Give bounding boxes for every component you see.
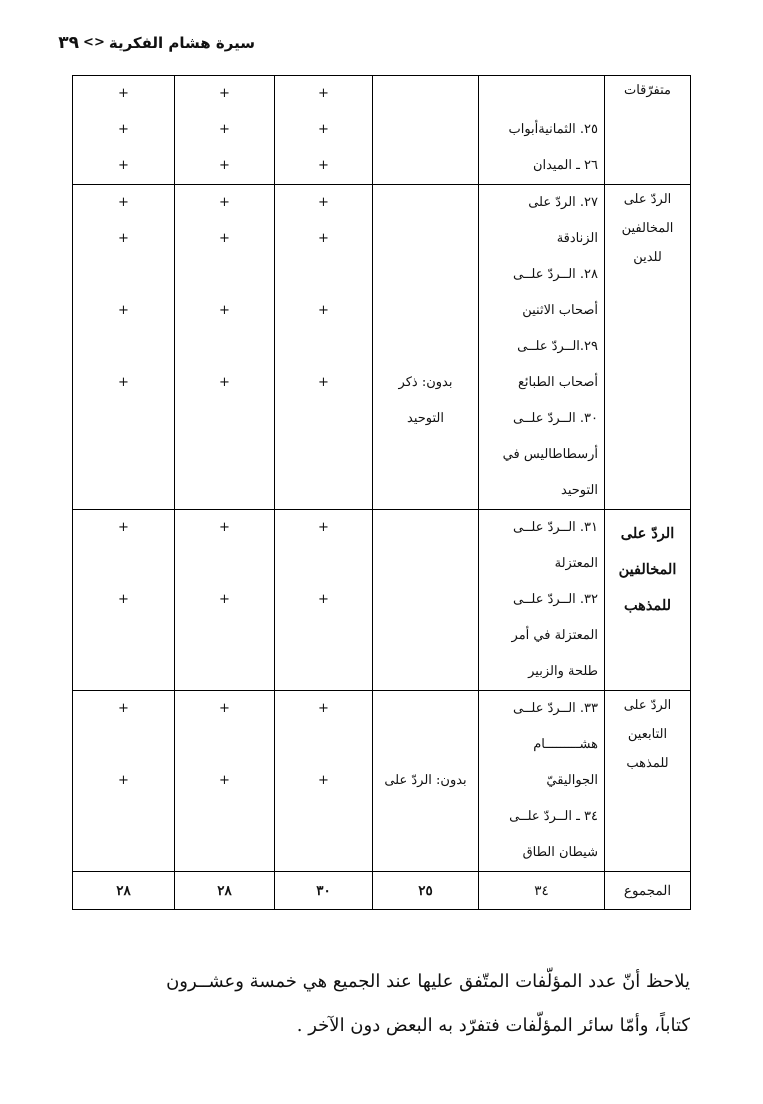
plus-mark: + [219, 303, 230, 318]
plus-mark: + [118, 773, 129, 788]
note-line [373, 582, 478, 618]
plus-mark [275, 546, 372, 582]
category-label: المخالفين [618, 561, 677, 578]
source-mark-cell [175, 691, 275, 872]
plus-mark [175, 835, 274, 871]
work-title-line: ٣٣. الــردّ علــى [512, 701, 598, 716]
summary-paragraph [72, 960, 690, 1048]
plus-mark: + [219, 375, 230, 390]
note-line [373, 112, 478, 148]
category-cell [605, 691, 691, 872]
plus-mark [175, 257, 274, 293]
work-title-line: ٣١. الــردّ علــى [512, 520, 598, 535]
works-table [72, 75, 691, 910]
total-titles-count: ٣٤ [479, 872, 605, 910]
category-label: الردّ على [623, 192, 672, 207]
plus-mark: + [118, 231, 129, 246]
running-title: سيرة هشام الفكرية [108, 34, 255, 52]
plus-mark: + [318, 375, 329, 390]
note-line [373, 185, 478, 221]
plus-mark: + [318, 122, 329, 137]
work-title-line: أصحاب الاثنين [522, 303, 598, 318]
plus-mark [175, 401, 274, 437]
category-label: متفرّقات [623, 83, 672, 98]
plus-mark [73, 473, 174, 509]
table-row [73, 691, 691, 872]
plus-mark: + [318, 773, 329, 788]
plus-mark: + [118, 158, 129, 173]
total-label: المجموع [605, 872, 691, 910]
total-value: ٢٥ [373, 872, 479, 910]
work-titles-cell [479, 76, 605, 185]
work-titles-cell [479, 691, 605, 872]
source-mark-cell [275, 510, 373, 691]
note-line: بدون: الردّ على [384, 773, 467, 788]
plus-mark: + [318, 86, 329, 101]
plus-mark [175, 727, 274, 763]
work-title-line: ٢٧. الردّ على [528, 195, 598, 210]
category-label: المخالفين [621, 221, 674, 236]
work-title-line: ٢٥. الثمانيةأبواب [508, 122, 598, 137]
note-line [373, 654, 478, 690]
header-ornament: <> [83, 35, 105, 50]
note-cell [373, 185, 479, 510]
note-cell [373, 691, 479, 872]
total-value: ٢٨ [73, 872, 175, 910]
note-line [373, 835, 478, 871]
category-cell [605, 76, 691, 185]
plus-mark: + [318, 158, 329, 173]
plus-mark [175, 654, 274, 690]
work-title-line: ٢٦ ـ الميدان [532, 158, 598, 173]
work-title-line: الجواليقيّ [546, 773, 598, 788]
plus-mark: + [318, 303, 329, 318]
plus-mark: + [318, 520, 329, 535]
plus-mark: + [219, 158, 230, 173]
note-line [373, 293, 478, 329]
work-title-line: ٣٠. الــردّ علــى [512, 411, 598, 426]
plus-mark: + [219, 701, 230, 716]
plus-mark: + [318, 701, 329, 716]
plus-mark [73, 727, 174, 763]
category-label: للمذهب [626, 756, 669, 771]
plus-mark [275, 257, 372, 293]
note-line [373, 618, 478, 654]
total-row [73, 872, 691, 910]
note-line [373, 437, 478, 473]
source-mark-cell [175, 510, 275, 691]
work-titles-cell [479, 510, 605, 691]
plus-mark: + [219, 86, 230, 101]
plus-mark: + [118, 520, 129, 535]
plus-mark [73, 835, 174, 871]
source-mark-cell [275, 691, 373, 872]
source-mark-cell [73, 510, 175, 691]
work-title-line: طلحة والزبير [528, 664, 598, 679]
plus-mark [275, 799, 372, 835]
plus-mark: + [318, 231, 329, 246]
work-title-line: المعتزلة [554, 556, 598, 571]
plus-mark: + [219, 122, 230, 137]
plus-mark [275, 654, 372, 690]
plus-mark [275, 835, 372, 871]
plus-mark: + [318, 195, 329, 210]
source-mark-cell [175, 185, 275, 510]
plus-mark [175, 437, 274, 473]
summary-line: يلاحظ أنّ عدد المؤلّفات المتّفق عليها عند الجميع هي خمسة وعشــرون [166, 971, 690, 992]
table-row [73, 76, 691, 185]
plus-mark [73, 618, 174, 654]
category-label: الردّ على [623, 698, 672, 713]
plus-mark [73, 437, 174, 473]
plus-mark [175, 329, 274, 365]
plus-mark [73, 654, 174, 690]
plus-mark: + [118, 303, 129, 318]
total-value: ٢٨ [175, 872, 275, 910]
note-line [373, 257, 478, 293]
note-cell [373, 510, 479, 691]
plus-mark [73, 799, 174, 835]
plus-mark: + [118, 195, 129, 210]
table-row [73, 510, 691, 691]
plus-mark: + [219, 195, 230, 210]
note-line [373, 691, 478, 727]
category-label: التابعين [627, 727, 668, 742]
note-line: التوحيد [407, 411, 444, 426]
note-line [373, 546, 478, 582]
note-line [373, 76, 478, 112]
work-title-line: ٢٨. الــردّ علــى [512, 267, 598, 282]
plus-mark [73, 257, 174, 293]
page-header [58, 30, 255, 56]
work-title-line: ٢٩.الــردّ علــى [517, 339, 598, 354]
work-titles-cell [479, 185, 605, 510]
category-cell [605, 185, 691, 510]
note-line: بدون: ذكر [398, 375, 453, 390]
plus-mark [275, 401, 372, 437]
summary-line: كتاباً، وأمّا سائر المؤلّفات فتفرّد به البعض دون الآخر . [296, 1015, 690, 1036]
plus-mark: + [219, 520, 230, 535]
plus-mark [175, 473, 274, 509]
work-title-line: الزنادقة [556, 231, 598, 246]
plus-mark [175, 546, 274, 582]
category-cell [605, 510, 691, 691]
plus-mark: + [118, 701, 129, 716]
plus-mark [73, 401, 174, 437]
plus-mark [175, 799, 274, 835]
source-mark-cell [73, 76, 175, 185]
source-mark-cell [275, 76, 373, 185]
source-mark-cell [73, 691, 175, 872]
plus-mark [275, 473, 372, 509]
note-line [373, 727, 478, 763]
work-title-line: شيطان الطاق [522, 845, 598, 860]
work-title-line: التوحيد [561, 483, 598, 498]
category-label: للدين [633, 250, 662, 265]
plus-mark [73, 546, 174, 582]
work-title-line: المعتزلة في أمر [511, 628, 598, 643]
plus-mark [275, 437, 372, 473]
note-line [373, 473, 478, 509]
plus-mark [175, 618, 274, 654]
plus-mark [73, 329, 174, 365]
table-row [73, 185, 691, 510]
work-title-line: أصحاب الطبائع [517, 375, 598, 390]
note-line [373, 510, 478, 546]
plus-mark [275, 727, 372, 763]
source-mark-cell [175, 76, 275, 185]
plus-mark: + [118, 592, 129, 607]
work-title-line: ٣٤ ـ الــردّ علــى [509, 809, 598, 824]
plus-mark: + [118, 375, 129, 390]
plus-mark: + [219, 773, 230, 788]
work-title-line: هشـــــــــام [533, 737, 598, 752]
work-title-line: أرسطاطاليس في [502, 447, 598, 462]
note-line [373, 799, 478, 835]
page-number: ٣٩ [58, 33, 80, 53]
plus-mark: + [219, 231, 230, 246]
plus-mark [275, 618, 372, 654]
plus-mark: + [219, 592, 230, 607]
work-title-line: ٣٢. الــردّ علــى [512, 592, 598, 607]
category-label: للمذهب [623, 597, 672, 614]
note-cell [373, 76, 479, 185]
note-line [373, 221, 478, 257]
source-mark-cell [275, 185, 373, 510]
work-title-line [479, 76, 604, 112]
plus-mark [275, 329, 372, 365]
total-value: ٣٠ [275, 872, 373, 910]
plus-mark: + [318, 592, 329, 607]
note-line [373, 329, 478, 365]
category-label: الردّ على [620, 525, 675, 542]
plus-mark: + [118, 86, 129, 101]
plus-mark: + [118, 122, 129, 137]
note-line [373, 148, 478, 184]
source-mark-cell [73, 185, 175, 510]
